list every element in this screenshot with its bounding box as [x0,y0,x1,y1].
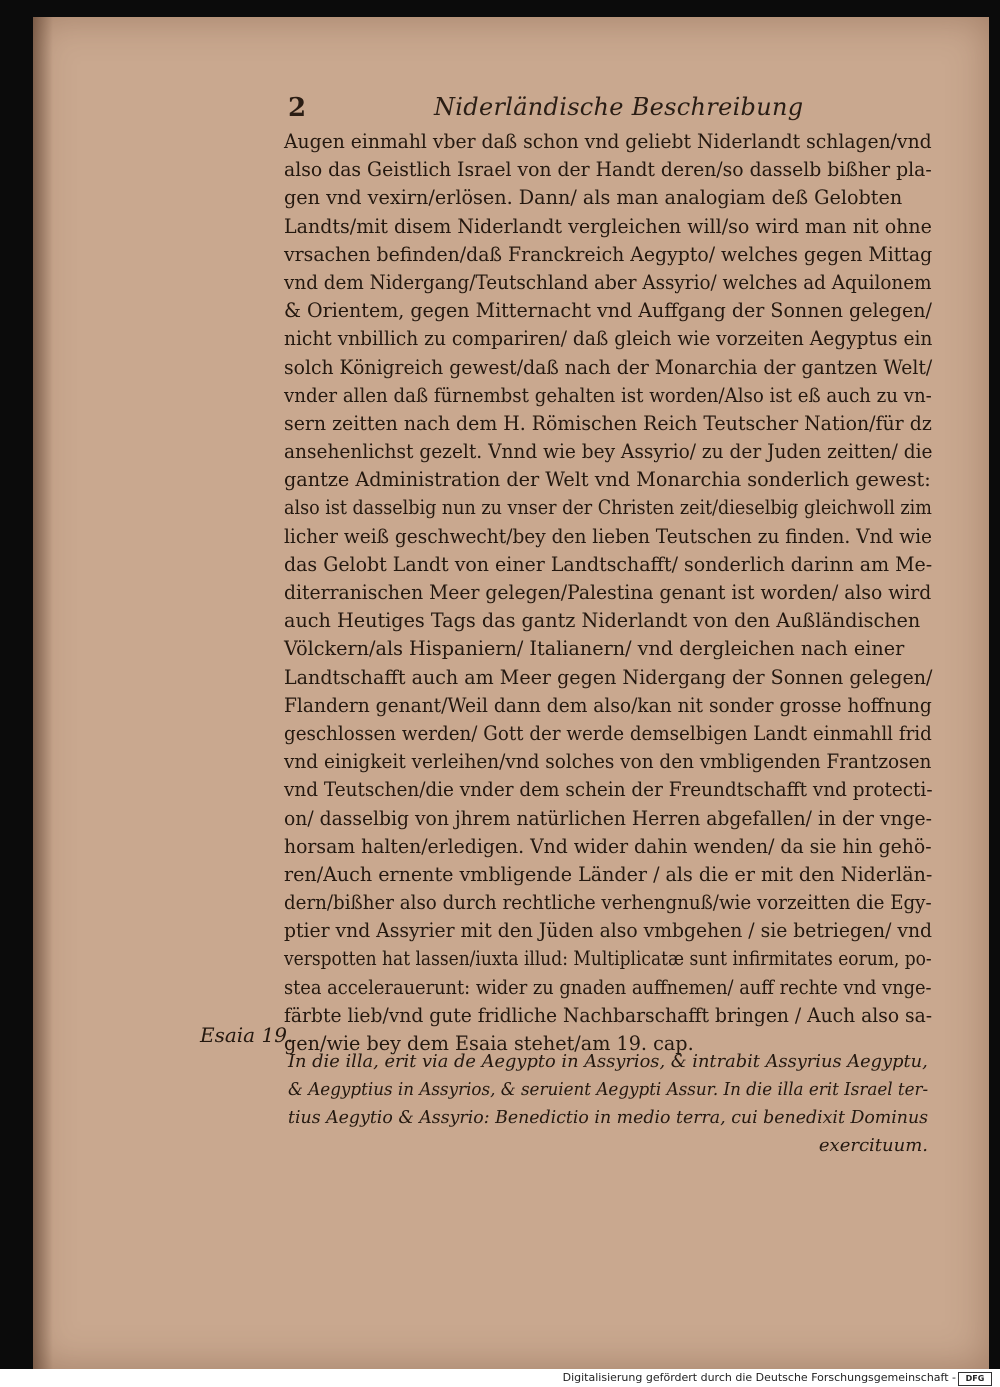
latin-line: tius Aegytio & Assyrio: Benedictio in medio terra, cui benedixit Dominus [288,1107,929,1128]
text-line: vnd dem Nidergang/Teutschland aber Assyrio/ welches ad Aquilonem [284,270,932,294]
text-line: dern/bißher also durch rechtliche verhengnuß/wie vorzeitten die Egy- [284,891,932,915]
funding-credit: Digitalisierung gefördert durch die Deutsche Forschungsgemeinschaft - [562,1371,956,1384]
running-title: Niderländische Beschreibung [434,93,804,121]
text-line: gantze Administration der Welt vnd Monarchia sonderlich gewest: [284,468,931,492]
text-line: also ist dasselbig nun zu vnser der Christen zeit/dieselbig gleichwoll zim [284,496,932,520]
text-line: diterranischen Meer gelegen/Palestina genant ist worden/ also wird [284,581,932,604]
text-line: ansehenlichst gezelt. Vnnd wie bey Assyrio/ zu der Juden zeitten/ die [284,440,933,464]
text-line: stea accelerauerunt: wider zu gnaden auffnemen/ auff rechte vnd vnge- [284,975,932,999]
page-gutter-shadow [33,17,53,1369]
text-line: gen/wie bey dem Esaia stehet/am 19. cap. [284,1032,694,1055]
text-line: verspotten hat lassen/iuxta illud: Multiplicatæ sunt infirmitates eorum, po- [284,947,932,971]
text-line: färbte lieb/vnd gute fridliche Nachbarschafft bringen / Auch also sa- [284,1003,933,1027]
text-line: geschlossen werden/ Gott der werde demselbigen Landt einmahll frid [284,721,932,745]
text-line: licher weiß geschwecht/bey den lieben Teutschen zu finden. Vnd wie [284,524,932,548]
text-line: auch Heutiges Tags das gantz Niderlandt von den Außländischen [284,609,921,633]
text-line: Landts/mit disem Niderlandt vergleichen will/so wird man nit ohne [284,214,932,238]
latin-line: In die illa, erit via de Aegypto in Assyrios, & intrabit Assyrius Aegyptu, [288,1051,928,1072]
text-line: horsam halten/erledigen. Vnd wider dahin wenden/ da sie hin gehö- [284,834,932,858]
text-line: vnd einigkeit verleihen/vnd solches von den vmbligenden Frantzosen [284,750,932,774]
text-line: on/ dasselbig von jhrem natürlichen Herren abgefallen/ in der vnge- [284,806,932,830]
text-line: das Gelobt Landt von einer Landtschafft/ sonderlich darinn am Me- [284,552,933,576]
text-line: gen vnd vexirn/erlösen. Dann/ als man analogiam deß Gelobten [284,186,903,210]
text-line: ptier vnd Assyrier mit den Jüden also vmbgehen / sie betriegen/ vnd [284,919,933,943]
text-line: sern zeitten nach dem H. Römischen Reich Teutscher Nation/für dz [284,411,932,435]
text-line: nicht vnbillich zu compariren/ daß gleich wie vorzeiten Aegyptus ein [284,327,933,351]
marginal-note: Esaia 19. [200,1023,294,1047]
text-line: & Orientem, gegen Mitternacht vnd Auffgang der Sonnen gelegen/ [284,299,932,323]
text-line: Augen einmahl vber daß schon vnd geliebt Niderlandt schlagen/vnd [284,130,932,153]
text-line: vrsachen befinden/daß Franckreich Aegypto/ welches gegen Mittag [284,242,933,266]
page-header [288,93,928,129]
body-text [284,128,932,1058]
text-line: solch Königreich gewest/daß nach der Monarchia der gantzen Welt/ [284,355,933,379]
page-number: 2 [288,93,307,123]
text-line: Landtschafft auch am Meer gegen Nidergang der Sonnen gelegen/ [284,665,933,689]
text-line: also das Geistlich Israel von der Handt deren/so dasselb bißher pla- [284,158,932,182]
digitization-footer [0,1369,1000,1387]
text-line: vnd Teutschen/die vnder dem schein der Freundtschafft vnd protecti- [284,778,933,802]
text-line: vnder allen daß fürnembst gehalten ist worden/Also ist eß auch zu vn- [284,383,932,407]
latin-quotation [288,1048,928,1160]
text-line: Flandern genant/Weil dann dem also/kan nit sonder grosse hoffnung [284,693,932,717]
text-line: Völckern/als Hispaniern/ Italianern/ vnd dergleichen nach einer [284,637,905,661]
text-line: ren/Auch ernente vmbligende Länder / als die er mit den Niderlän- [284,862,933,886]
dfg-logo: DFG [958,1372,992,1386]
latin-line: exercituum. [818,1135,928,1156]
latin-line: & Aegyptius in Assyrios, & seruient Aegypti Assur. In die illa erit Israel ter- [288,1079,929,1100]
